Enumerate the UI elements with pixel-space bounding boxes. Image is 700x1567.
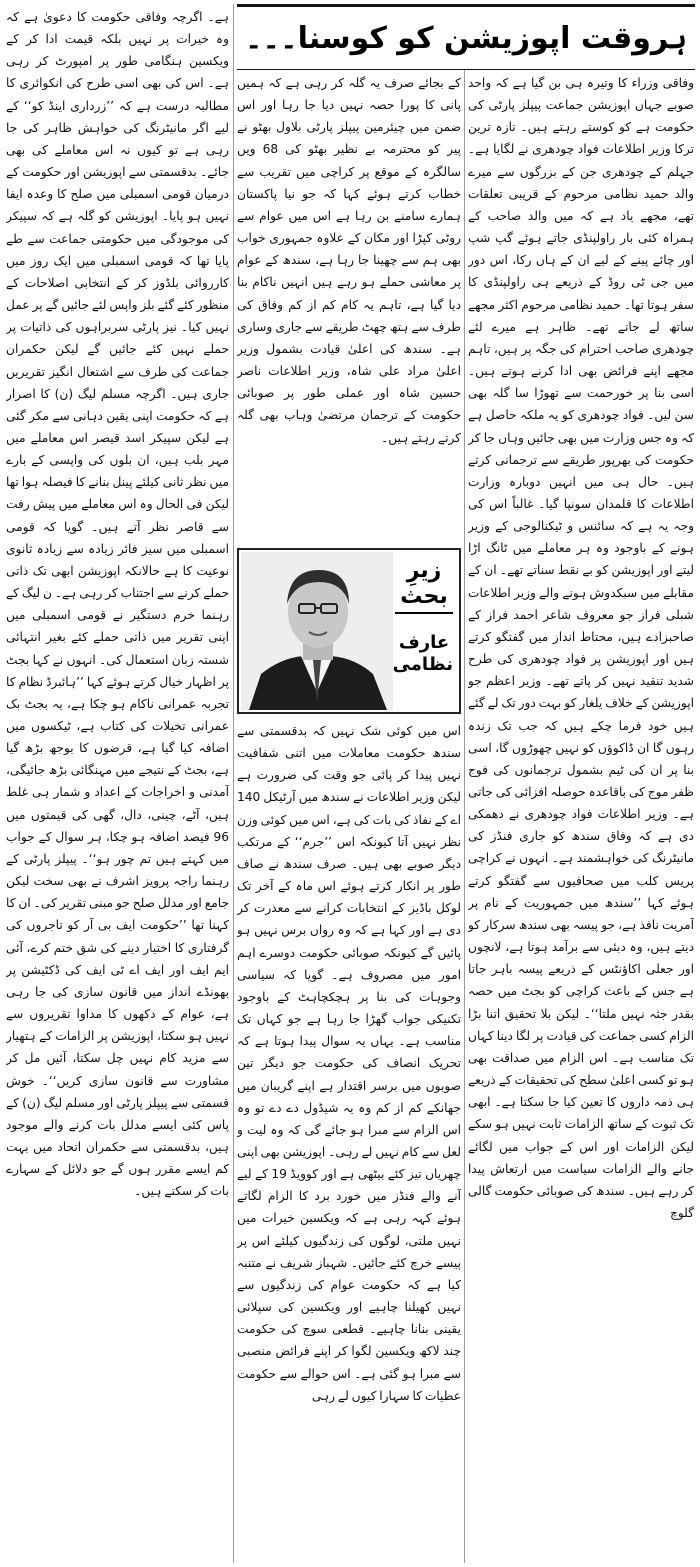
article-text-right: وفاقی وزراء کا وتیرہ ہی بن گیا ہے کہ واحد صوبے جہاں اپوزیشن جماعت پیپلز پارٹی کی حکومت ہے کو کوستے رہتے ہیں۔ تازہ ترین ترکا وزیر اطلاعات فواد چودھری نے لگایا ہے۔ جہلم کے چودھری جن کے بزرگوں سے میرے والد حمید نظامی مرحوم کے قریبی تعلقات تھے، مجھے یاد ہے کہ میں والد صاحب کے ہمراہ کئی بار راولپنڈی جاتے ہوئے گپ شپ اور چائے پینے کے لیے ان کے ہاں رکا، اس دور میں جی ٹی روڈ کے ذریعے ہی راولپنڈی کا سفر ہوتا تھا۔ حمید نظامی مرحوم اکثر مجھے ساتھ لے جاتے تھے۔ ظاہر ہے میرے لئے چودھری صاحب احترام کی جگہ پر ہیں، تاہم مجھے اپنے فرائض بھی ادا کرنے ہوتے ہیں۔ اسی بنا پر خورحمت سے تھوڑا سا گلہ بھی سن لیں۔ فواد چودھری کو یہ ملکہ حاصل ہے کہ وہ جس وزارت میں بھی جائیں وہاں جا کر حکومت کی بھرپور طریقے سے ترجمانی کرتے ہیں۔ حال ہی میں انہیں دوبارہ وزارت اطلاعات کا قلمدان سونپا گیا۔ غالباً اس کی وجہ یہ ہے کہ سائنس و ٹیکنالوجی کے وزیر ہونے کے باوجود وہ ہر معاملے میں ٹانگ اڑا لیتے اور اپوزیشن کو بے نقط سناتے تھے۔ ان کے مقابلے میں سبکدوش ہونے والے وزیر اطلاعات شبلی فراز جو معروف شاعر احمد فراز کے صاحبزادے ہیں، محتاط انداز میں گفتگو کرتے ہیں اور اپوزیشن پر فواد چودھری کی طرح شدید تنقید نہیں کر پاتے تھے۔ وزیر اعظم جو اپوزیشن کے خلاف یلغار کو بہت دور تک لے گئے ہیں خود فرما چکے ہیں کہ جب تک زندہ رہوں گا ان ڈاکوؤں کو نہیں چھوڑوں گا، اسی بنا پر ان کی ٹیم بشمول ترجمانوں کی فوج ظفر موج کی باقاعدہ حوصلہ افزائی کی جاتی ہے۔ وزیر اطلاعات فواد چودھری نے دھمکی دی ہے کہ وفاق سندھ کو جاری فنڈز کی مانیٹرنگ کی خواہشمند ہے۔ انہوں نے کراچی پریس کلب میں صحافیوں سے گفتگو کرتے ہوئے کہا ’’سندھ میں جمہوریت کے نام پر آمریت نافذ ہے، جو پیسہ بھی سندھ سرکار کو دیتے ہیں، وہ دبئی سے برآمد ہوتا ہے، لانچوں اور جعلی اکاؤنٹس کے ذریعے پیسہ باہر جاتا ہے جس کے باعث کراچی کو بجٹ میں حصہ بقدر جثہ نہیں ملتا‘‘۔ لیکن بلا تحقیق اتنا بڑا الزام کسی جماعت کی قیادت پر لگا دینا کہاں تک مناسب ہے۔ اس الزام میں صداقت بھی ہو تو کسی اعلیٰ سطح کی تحقیقات کے ذریعے ہی ذمہ داروں کا تعین کیا جا سکتا ہے۔ ابھی تک ثبوت کے ساتھ الزامات ثابت نہیں ہو سکے لیکن الزامات اور اس کے جواب میں لگائے جانے والے الزامات سیاست میں ارتعاش پیدا کر رہے ہیں۔ سندھ کی صوبائی حکومت گالی گلوچ — [468, 76, 694, 1220]
article-column-middle-top — [237, 72, 461, 542]
column-badge: زیرِ بحث — [395, 558, 453, 614]
author-name: عارف نظامی — [392, 632, 453, 675]
column-badge-area — [392, 558, 453, 676]
headline-banner — [237, 4, 695, 70]
article-text-left: ہے۔ اگرچہ وفاقی حکومت کا دعویٰ ہے کہ وہ خیرات پر نہیں بلکہ قیمت ادا کر کے ویکسین ہنگامی طور پر امپورٹ کر رہی ہے۔ اس کی بھی اسی طرح کی انکوائری کا مطالبہ درست ہے کہ ’’زرداری اینڈ کو‘‘ کے لیے اگر مانیٹرنگ کی خواہش ظاہر کی جا رہی ہے تو کیوں نہ اس معاملے کی بھی جائے۔ بدقسمتی سے اپوزیشن اور حکومت کے درمیان قومی اسمبلی میں صلح کا وعدہ ایفا نہیں ہو پایا۔ اپوزیشن کو گلہ ہے کہ سپیکر کی موجودگی میں حکومتی جماعت سے طے پایا تھا کہ قومی اسمبلی میں ایک روز میں کارروائی بلڈوز کر کے انتخابی اصلاحات کے منظور کئے گئے بلز واپس لئے جائیں گے پر عمل نہیں کیا۔ نیز پارٹی سربراہوں کی ذاتیات پر حملے نہیں کئے جائیں گے لیکن حکمران جماعت کی طرف سے اشتعال انگیز تقریریں جاری ہیں۔ اگرچہ مسلم لیگ (ن) کا اصرار ہے کہ حکومت اپنی یقین دہانی سے مکر گئی ہے لیکن سپیکر اسد قیصر اس معاملے میں مہر بلب ہیں، ان بلوں کی واپسی کے بارے میں نظر ثانی کیلئے پینل بنانے کا فیصلہ ہوا تھا لیکن فی الحال وہ اس معاملے میں پیش رفت سے قاصر نظر آتے ہیں۔ گویا کہ قومی اسمبلی میں سیز فائر زیادہ سے زیادہ ثانوی نوعیت کا ہے حالانکہ اپوزیشن ابھی تک ذاتی حملے کرنے سے اجتناب کر رہی ہے۔ ن لیگ کے رہنما خرم دستگیر نے قومی اسمبلی میں اپنی تقریر میں ذاتی حملے کئے بغیر انتہائی شستہ زبان استعمال کی۔ انہوں نے کہا بجٹ پر اظہار خیال کرتے ہوئے کہا ’’ہائبرڈ نظام کا تجربہ عمرانی ناکام ہو چکا ہے، یہ بجٹ بک عمرانی تخیلات کی کتاب ہے، ٹیکسوں میں اضافہ کیا گیا ہے، قرضوں کا بوجھ بڑھ گیا ہے، بجٹ کے نتیجے میں مہنگائی بڑھ جائیگی، آمدنی و اخراجات کے اعداد و شمار ہی غلط ہیں، آٹے، چینی، دال، گھی کی قیمتوں میں 96 فیصد اضافہ ہو چکا، ہر سوال کے جواب میں کہتے ہیں تم چور ہو‘‘۔ پیپلز پارٹی کے رہنما راجہ پرویز اشرف نے بھی سخت لیکن جامع اور مدلل صلح جو مبنی تقریر کی۔ ان کا کہنا تھا ’’حکومت ایف بی آر کو تاجروں کی گرفتاری کا اختیار دینے کی شق ختم کرے، آئی ایم ایف اور ایف اے ٹی ایف کی ڈکٹیشن پر بھونڈے انداز میں قانون سازی کی جا رہی ہے، عوام کے دکھوں کا مداوا تقریروں سے نہیں ہو سکتا، اپوزیشن پر الزامات کے ہتھیار سے مزید کام نہیں چل سکتا، آئیں مل کر مشاورت سے قانون سازی کریں‘‘۔ خوش قسمتی سے پیپلز پارٹی اور مسلم لیگ (ن) کے پاس کئی ایسے مدلل بات کرنے والے موجود ہیں، بدقسمتی سے حکمران اتحاد میں بہت کم ایسے مقرر ہوں گے جو دلائل کے سہارے بات کر سکتے ہیں۔ — [6, 10, 229, 1199]
column-rule-right — [464, 4, 465, 1563]
article-text-middle-bottom: اس میں کوئی شک نہیں کہ بدقسمتی سے سندھ حکومت معاملات میں اتنی شفافیت نہیں پیدا کر پائی جو وقت کی ضرورت ہے لیکن وزیر اطلاعات نے سندھ میں آرٹیکل 140 اے کے نفاذ کی بات کی ہے، اس میں کوئی وزن نظر نہیں آتا کیونکہ اس ’’جرم‘‘ کے مرتکب دیگر صوبے بھی ہیں۔ صرف سندھ نے صاف طور پر انکار کرتے ہوئے اس ماہ کے آخر تک لوکل باڈیز کے انتخابات کرانے سے معذرت کر دی ہے اور کہا ہے کہ وہ رواں برس نہیں ہو پائیں گے کیونکہ صوبائی حکومت دوسرے اہم امور میں مصروف ہے۔ گویا کہ سیاسی وجوہات کی بنا پر ہچکچاہٹ کے باوجود تکنیکی جواب گھڑا جا رہا ہے جو کہاں تک مناسب ہے۔ یہاں یہ سوال پیدا ہوتا ہے کہ تحریک انصاف کی حکومت جو دیگر تین صوبوں میں برسر اقتدار ہے اپنے گریبان میں جھانکے کم از کم وہ یہ شیڈول دے دے تو وہ اس الزام سے مبرا ہو جائے گی کہ وہ لیت و لعل سے کام نہیں لے رہی۔ اپوزیشن بھی اپنی چھریاں تیز کئے بیٹھی ہے اور کوویڈ 19 کے لیے آنے والے فنڈز میں خورد برد کا الزام لگاتے ہوئے کہہ رہی ہے کہ ویکسین خیرات میں نہیں ملتی، لوگوں کی زندگیوں کیلئے اس پر پیسے خرچ کئے جائیں۔ شہباز شریف نے متنبہ کیا ہے کہ حکومت عوام کی زندگیوں سے نہیں کھیلنا چاہیے اور ویکسین کی سپلائی یقینی بنانا چاہیے۔ قطعی سوچ کی حکومت چند لاکھ ویکسین لگوا کر اپنے فرائض منصبی سے مبرا ہو گئی ہے۔ اس حوالے سے حکومت عطیات کا سہارا کیوں لے رہی — [237, 724, 461, 1403]
author-byline-box — [237, 548, 461, 714]
author-photo — [241, 552, 393, 710]
article-text-middle-top: کے بجائے صرف یہ گلہ کر رہی ہے کہ ہمیں پانی کا پورا حصہ نہیں دیا جا رہا اور اس ضمن میں چیئرمین پیپلز پارٹی بلاول بھٹو نے پیر کو محترمہ بے نظیر بھٹو کی 68 ویں سالگرہ کے موقع پر کراچی میں تقریب سے خطاب کرتے ہوئے کہا کہ جو نیا پاکستان ہمارے سامنے بن رہا ہے اس میں عوام سے روٹی کپڑا اور مکان کے علاوہ جمہوری خواب بھی ہم سے چھینا جا رہا ہے، سندھ کے عوام پر معاشی حملے ہو رہے ہیں انہیں ناکام بنا دیا گیا ہے، تاہم یہ کام کم از کم وفاق کی طرف سے ہتھ چھٹ طریقے سے جاری وساری ہے۔ سندھ کی اعلیٰ قیادت بشمول وزیر اعلیٰ مراد علی شاہ، وزیر اطلاعات ناصر حسین شاہ اور عملی طور پر صوبائی حکومت کے ترجمان مرتضیٰ وہاب بھی گلہ کرتے رہتے ہیں۔ — [237, 76, 461, 445]
column-rule-left — [233, 4, 234, 1563]
article-column-right — [468, 72, 694, 1562]
headline: ہروقت اپوزیشن کو کوسنا۔۔۔ — [244, 20, 688, 56]
article-column-middle-bottom — [237, 720, 461, 1562]
article-column-left — [6, 6, 229, 1562]
